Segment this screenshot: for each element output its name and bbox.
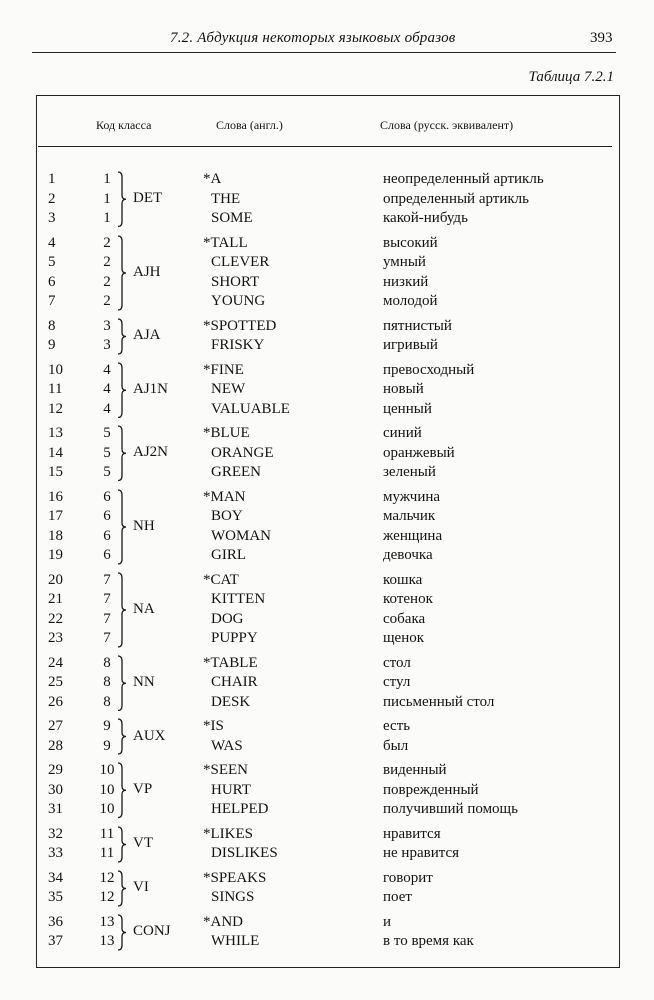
english-word: SINGS <box>211 889 255 905</box>
table-row <box>0 571 654 590</box>
class-code: 8 <box>103 693 111 710</box>
row-number: 28 <box>48 737 63 754</box>
row-number: 33 <box>48 845 63 861</box>
russian-equivalent: говорит <box>383 869 433 886</box>
russian-equivalent: поет <box>383 889 412 905</box>
russian-equivalent: стул <box>383 674 411 690</box>
class-code: 10 <box>99 781 115 798</box>
row-number: 3 <box>48 210 56 226</box>
class-code: 5 <box>103 464 111 480</box>
class-label: DET <box>133 190 163 207</box>
class-code: 4 <box>103 361 111 378</box>
class-code: 13 <box>99 913 115 930</box>
group-brace <box>117 572 127 648</box>
class-code: 8 <box>103 654 111 671</box>
row-number: 10 <box>48 361 63 378</box>
russian-equivalent: кошка <box>383 571 423 588</box>
table-row <box>0 424 654 443</box>
group-brace <box>117 870 127 907</box>
russian-equivalent: неопределенный артикль <box>383 171 544 187</box>
row-number: 23 <box>48 630 63 646</box>
row-number: 4 <box>48 234 56 251</box>
russian-equivalent: молодой <box>383 293 438 309</box>
row-number: 37 <box>48 933 63 949</box>
english-word: DESK <box>211 693 251 710</box>
english-word: SHORT <box>211 273 260 290</box>
english-word: *MAN <box>203 488 246 505</box>
english-word: CLEVER <box>211 254 270 270</box>
page-number: 393 <box>590 30 613 46</box>
russian-equivalent: нравится <box>383 825 441 842</box>
class-code: 9 <box>103 737 111 754</box>
class-code: 2 <box>103 273 111 290</box>
class-label: AUX <box>133 727 166 744</box>
class-code: 13 <box>99 933 115 949</box>
class-code: 4 <box>103 400 111 417</box>
english-word: WOMAN <box>211 527 271 544</box>
row-number: 1 <box>48 171 56 187</box>
english-word: ORANGE <box>211 444 274 461</box>
english-word: KITTEN <box>211 591 266 607</box>
class-label: VT <box>133 835 153 851</box>
russian-equivalent: пятнистый <box>383 317 452 334</box>
table-row <box>0 888 654 907</box>
table-row <box>0 361 654 380</box>
russian-equivalent: игривый <box>383 337 438 353</box>
russian-equivalent: определенный артикль <box>383 190 529 207</box>
english-word: CHAIR <box>211 674 258 690</box>
english-word: DOG <box>211 610 244 627</box>
table-row <box>0 234 654 253</box>
row-number: 2 <box>48 190 56 207</box>
row-number: 36 <box>48 913 63 930</box>
row-number: 14 <box>48 444 63 461</box>
table-row <box>0 654 654 673</box>
russian-equivalent: котенок <box>383 591 433 607</box>
column-header-rule <box>38 146 612 147</box>
row-number: 21 <box>48 591 63 607</box>
class-code: 4 <box>103 381 111 397</box>
group-brace <box>117 235 127 311</box>
class-code: 2 <box>103 293 111 309</box>
class-code: 7 <box>103 630 111 646</box>
table-row <box>0 273 654 292</box>
english-word: YOUNG <box>211 293 266 309</box>
table-row <box>0 380 654 399</box>
group-brace <box>117 318 127 355</box>
class-label: AJA <box>133 327 161 343</box>
english-word: *TABLE <box>203 654 258 671</box>
english-word: *BLUE <box>203 425 250 441</box>
row-number: 24 <box>48 654 63 671</box>
row-number: 22 <box>48 610 63 627</box>
group-brace <box>117 914 127 951</box>
table-row <box>0 527 654 546</box>
class-code: 11 <box>99 845 115 861</box>
group-brace <box>117 425 127 482</box>
row-number: 20 <box>48 571 63 588</box>
table-row <box>0 693 654 712</box>
class-code: 7 <box>103 571 111 588</box>
english-word: *CAT <box>203 571 239 588</box>
class-code: 11 <box>99 825 115 842</box>
russian-equivalent: есть <box>383 718 411 734</box>
russian-equivalent: стол <box>383 654 411 671</box>
table-row <box>0 673 654 692</box>
class-code: 10 <box>99 762 115 778</box>
group-brace <box>117 362 127 419</box>
class-label: AJH <box>133 263 161 280</box>
english-word: *LIKES <box>203 825 253 842</box>
russian-equivalent: поврежденный <box>383 781 479 798</box>
table-row <box>0 610 654 629</box>
english-word: WHILE <box>211 933 260 949</box>
row-number: 27 <box>48 718 63 734</box>
english-word: FRISKY <box>211 337 265 353</box>
table-row <box>0 761 654 780</box>
english-word: HELPED <box>211 801 269 817</box>
russian-equivalent: оранжевый <box>383 444 455 461</box>
english-word: GIRL <box>211 547 246 563</box>
table-row <box>0 629 654 648</box>
class-code: 1 <box>103 171 111 187</box>
class-code: 6 <box>103 547 111 563</box>
russian-equivalent: высокий <box>383 234 438 251</box>
class-code: 3 <box>103 337 111 353</box>
class-code: 7 <box>103 591 111 607</box>
table-row <box>0 336 654 355</box>
russian-equivalent: новый <box>383 381 424 397</box>
class-code: 7 <box>103 610 111 627</box>
group-brace <box>117 655 127 712</box>
russian-equivalent: зеленый <box>383 464 436 480</box>
group-brace <box>117 718 127 755</box>
class-label: AJ1N <box>133 380 169 397</box>
class-code: 9 <box>103 718 111 734</box>
table-row <box>0 507 654 526</box>
russian-equivalent: умный <box>383 254 426 270</box>
table-row <box>0 209 654 228</box>
row-number: 13 <box>48 425 63 441</box>
russian-equivalent: превосходный <box>383 361 475 378</box>
table-row <box>0 869 654 888</box>
english-word: SOME <box>211 210 253 226</box>
russian-equivalent: и <box>383 913 392 930</box>
english-word: *AND <box>203 913 243 930</box>
row-number: 8 <box>48 317 56 334</box>
class-label: CONJ <box>133 923 171 939</box>
row-number: 19 <box>48 547 63 563</box>
class-code: 12 <box>99 869 115 886</box>
row-number: 29 <box>48 762 63 778</box>
class-code: 10 <box>99 801 115 817</box>
row-number: 5 <box>48 254 56 270</box>
class-label: VI <box>133 879 149 895</box>
table-caption: Таблица 7.2.1 <box>528 69 614 85</box>
row-number: 30 <box>48 781 63 798</box>
class-code: 5 <box>103 444 111 461</box>
table-row <box>0 546 654 565</box>
row-number: 16 <box>48 488 63 505</box>
class-code: 3 <box>103 317 111 334</box>
table-row <box>0 253 654 272</box>
row-number: 26 <box>48 693 63 710</box>
english-word: BOY <box>211 508 243 524</box>
english-word: WAS <box>211 737 243 754</box>
class-code: 12 <box>99 889 115 905</box>
class-code: 1 <box>103 190 111 207</box>
russian-equivalent: письменный стол <box>383 693 495 710</box>
table-row <box>0 717 654 736</box>
english-word: *A <box>203 171 222 187</box>
table-row <box>0 913 654 932</box>
row-number: 17 <box>48 508 63 524</box>
russian-equivalent: собака <box>383 610 426 627</box>
english-word: HURT <box>211 781 251 798</box>
table-row <box>0 844 654 863</box>
row-number: 25 <box>48 674 63 690</box>
class-code: 6 <box>103 508 111 524</box>
row-number: 11 <box>48 381 63 397</box>
table-row <box>0 292 654 311</box>
class-code: 2 <box>103 234 111 251</box>
english-word: *SPOTTED <box>203 317 277 334</box>
row-number: 7 <box>48 293 56 309</box>
english-word: DISLIKES <box>211 845 278 861</box>
russian-equivalent: низкий <box>383 273 429 290</box>
page-header <box>0 0 654 60</box>
english-word: *FINE <box>203 361 244 378</box>
russian-equivalent: был <box>383 737 409 754</box>
running-title: 7.2. Абдукция некоторых языковых образов <box>170 30 456 46</box>
row-number: 9 <box>48 337 56 353</box>
group-brace <box>117 826 127 863</box>
table-row <box>0 317 654 336</box>
class-label: NH <box>133 517 155 534</box>
english-word: *SEEN <box>203 762 248 778</box>
class-label: NA <box>133 600 155 617</box>
english-word: VALUABLE <box>211 400 290 417</box>
table-row <box>0 781 654 800</box>
column-header-english: Слова (англ.) <box>216 118 283 132</box>
class-code: 6 <box>103 527 111 544</box>
row-number: 34 <box>48 869 63 886</box>
russian-equivalent: не нравится <box>383 845 460 861</box>
header-rule <box>32 52 616 53</box>
russian-equivalent: виденный <box>383 762 447 778</box>
table-row <box>0 463 654 482</box>
row-number: 6 <box>48 273 56 290</box>
table-row <box>0 400 654 419</box>
russian-equivalent: синий <box>383 425 422 441</box>
english-word: *IS <box>203 718 224 734</box>
column-header-russian: Слова (русск. эквивалент) <box>380 118 514 132</box>
english-word: PUPPY <box>211 630 258 646</box>
class-label: NN <box>133 673 155 690</box>
russian-equivalent: мальчик <box>383 508 436 524</box>
russian-equivalent: какой-нибудь <box>383 210 468 226</box>
table-row <box>0 444 654 463</box>
row-number: 31 <box>48 801 63 817</box>
group-brace <box>117 489 127 565</box>
table-row <box>0 170 654 189</box>
group-brace <box>117 762 127 819</box>
russian-equivalent: женщина <box>383 527 443 544</box>
class-code: 8 <box>103 674 111 690</box>
english-word: NEW <box>211 381 246 397</box>
english-word: GREEN <box>211 464 261 480</box>
table-row <box>0 190 654 209</box>
row-number: 15 <box>48 464 63 480</box>
russian-equivalent: в то время как <box>383 933 474 949</box>
row-number: 12 <box>48 400 63 417</box>
table-row <box>0 800 654 819</box>
class-label: AJ2N <box>133 444 169 461</box>
russian-equivalent: девочка <box>383 547 433 563</box>
russian-equivalent: ценный <box>383 400 432 417</box>
english-word: *TALL <box>203 234 248 251</box>
table-row <box>0 590 654 609</box>
russian-equivalent: щенок <box>383 630 425 646</box>
row-number: 35 <box>48 889 63 905</box>
table-row <box>0 737 654 756</box>
class-code: 2 <box>103 254 111 270</box>
class-code: 5 <box>103 425 111 441</box>
russian-equivalent: получивший помощь <box>383 801 518 817</box>
english-word: THE <box>211 190 241 207</box>
table-row <box>0 488 654 507</box>
group-brace <box>117 171 127 228</box>
table-row <box>0 825 654 844</box>
row-number: 18 <box>48 527 63 544</box>
table-row <box>0 932 654 951</box>
russian-equivalent: мужчина <box>383 488 441 505</box>
class-label: VP <box>133 781 153 798</box>
row-number: 32 <box>48 825 63 842</box>
class-code: 1 <box>103 210 111 226</box>
column-header-class-code: Код класса <box>96 118 152 132</box>
class-code: 6 <box>103 488 111 505</box>
english-word: *SPEAKS <box>203 869 267 886</box>
